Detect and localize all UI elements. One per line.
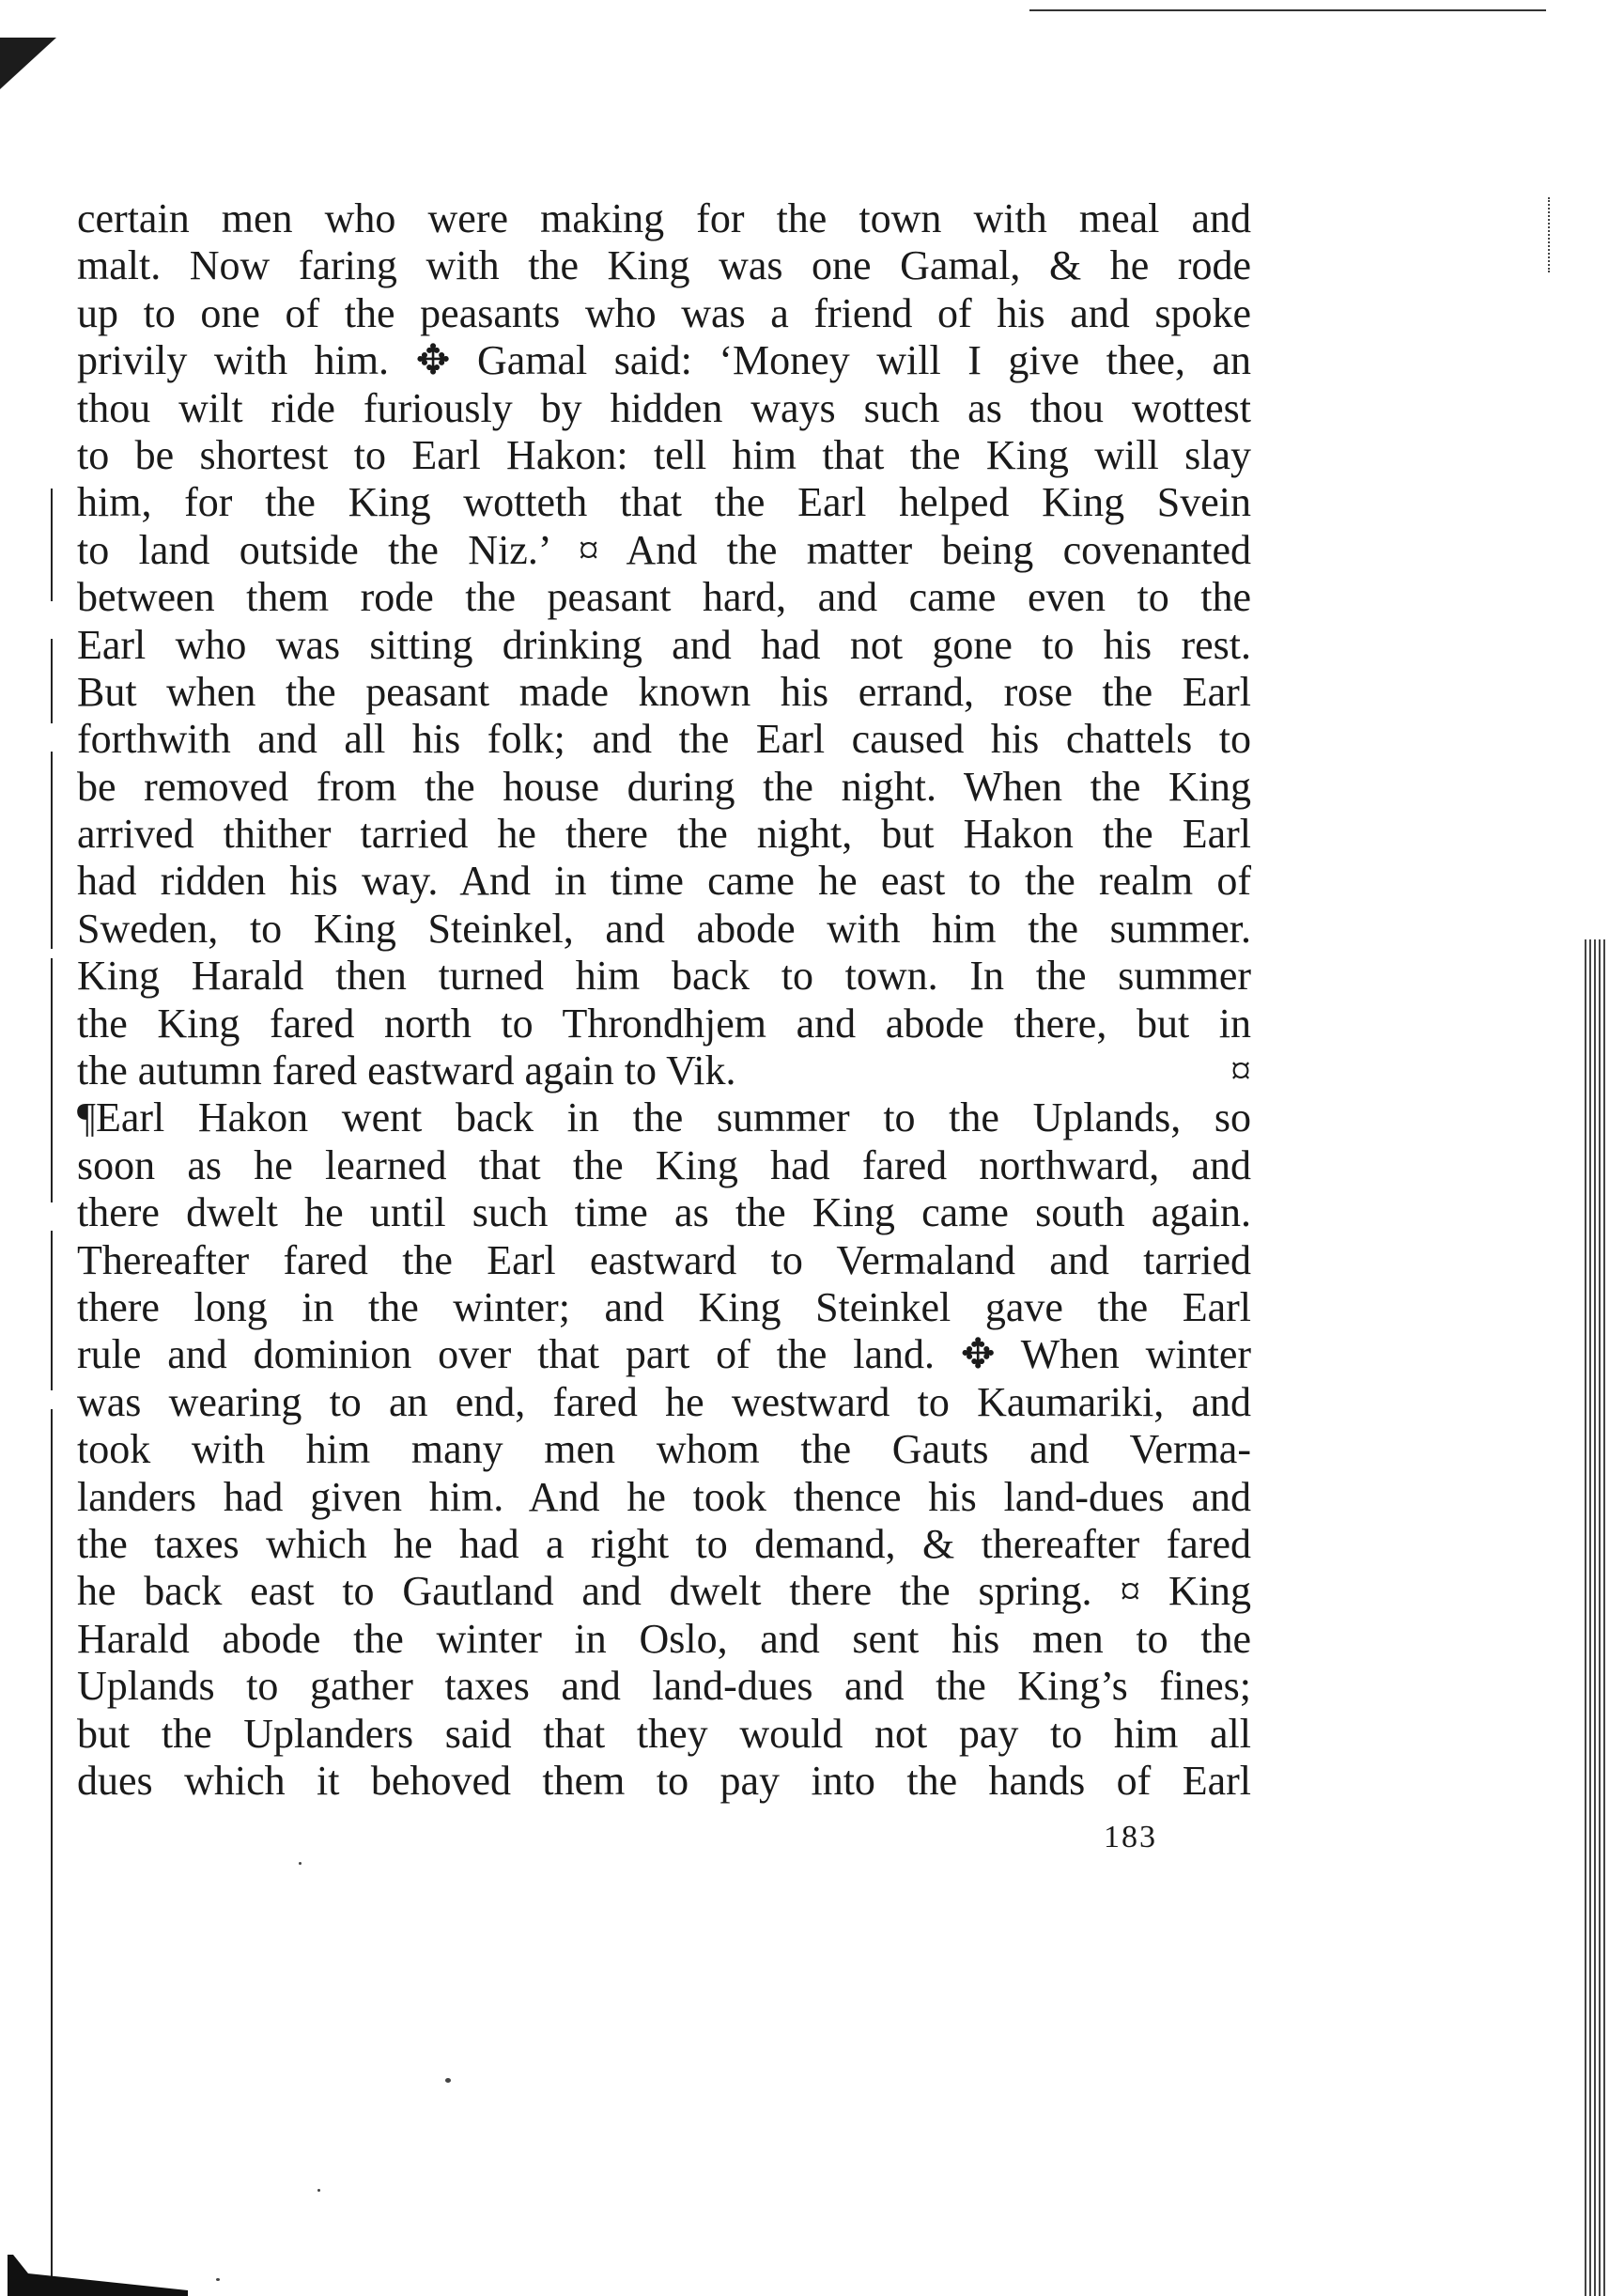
top-rule [1029, 9, 1546, 11]
text-line: landers had given him. And he took thence his land-dues and [77, 1473, 1251, 1520]
text-line: soon as he learned that the King had fared northward, and [77, 1141, 1251, 1188]
margin-line [51, 752, 53, 949]
text-line: there dwelt he until such time as the King came south again. [77, 1189, 1251, 1236]
text-line: the King fared north to Throndhjem and abode there, but in [77, 1000, 1251, 1047]
text-line: ¶Earl Hakon went back in the summer to the Uplands, so [77, 1094, 1251, 1141]
margin-speckles [1548, 197, 1552, 272]
text-line: but the Uplanders said that they would not pay to him all [77, 1710, 1251, 1757]
text-line: arrived thither tarried he there the night, but Hakon the Earl [77, 811, 1251, 858]
page-number: 183 [1104, 1820, 1157, 1854]
text-line: Harald abode the winter in Oslo, and sent his men to the [77, 1615, 1251, 1662]
section-end-mark: ¤ [1230, 1047, 1251, 1094]
text-line: rule and dominion over that part of the land. ✥ When winter [77, 1331, 1251, 1378]
text-line: King Harald then turned him back to town. In the summer [77, 953, 1251, 1000]
text-line: the taxes which he had a right to demand, & thereafter fared [77, 1520, 1251, 1567]
text-line: to be shortest to Earl Hakon: tell him that the King will slay [77, 431, 1251, 478]
margin-line [51, 1409, 53, 2292]
paragraph-end-line [77, 1047, 1251, 1094]
text-line: malt. Now faring with the King was one Gamal, & he rode [77, 242, 1251, 289]
text-line: there long in the winter; and King Steinkel gave the Earl [77, 1283, 1251, 1330]
text-line: Thereafter fared the Earl eastward to Vermaland and tarried [77, 1236, 1251, 1283]
scan-speck [299, 1862, 302, 1865]
text-line: the autumn fared eastward again to Vik. [77, 1047, 736, 1094]
margin-line [51, 1231, 53, 1390]
text-line: him, for the King wotteth that the Earl helped King Svein [77, 479, 1251, 526]
corner-mark-bottom [0, 2236, 207, 2296]
margin-line [51, 489, 53, 601]
scan-speck [317, 2189, 320, 2192]
scan-speck [216, 2278, 220, 2281]
text-line: But when the peasant made known his errand, rose the Earl [77, 668, 1251, 715]
text-line: be removed from the house during the night. When the King [77, 763, 1251, 810]
margin-line [51, 639, 53, 723]
text-line: Sweden, to King Steinkel, and abode with him the summer. [77, 905, 1251, 952]
text-line: was wearing to an end, fared he westward to Kaumariki, and [77, 1378, 1251, 1425]
body-text [77, 195, 1251, 1805]
text-line: had ridden his way. And in time came he east to the realm of [77, 858, 1251, 905]
text-line: to land outside the Niz.’ ¤ And the matter being covenanted [77, 526, 1251, 573]
text-line: took with him many men whom the Gauts and Verma- [77, 1426, 1251, 1473]
text-line: between them rode the peasant hard, and came even to the [77, 574, 1251, 621]
text-line: dues which it behoved them to pay into the hands of Earl [77, 1757, 1251, 1804]
text-line: up to one of the peasants who was a friend of his and spoke [77, 289, 1251, 336]
text-line: Uplands to gather taxes and land-dues and the King’s fines; [77, 1663, 1251, 1710]
text-line: privily with him. ✥ Gamal said: ‘Money will I give thee, an [77, 337, 1251, 384]
text-line: Earl who was sitting drinking and had not gone to his rest. [77, 621, 1251, 668]
corner-mark-top [0, 38, 56, 89]
text-line: forthwith and all his folk; and the Earl caused his chattels to [77, 716, 1251, 763]
text-line: certain men who were making for the town with meal and [77, 195, 1251, 241]
scan-speck [445, 2078, 451, 2083]
text-line: he back east to Gautland and dwelt there the spring. ¤ King [77, 1568, 1251, 1615]
scan-edge [1585, 939, 1605, 2296]
text-line: thou wilt ride furiously by hidden ways such as thou wottest [77, 384, 1251, 431]
margin-line [51, 958, 53, 1202]
